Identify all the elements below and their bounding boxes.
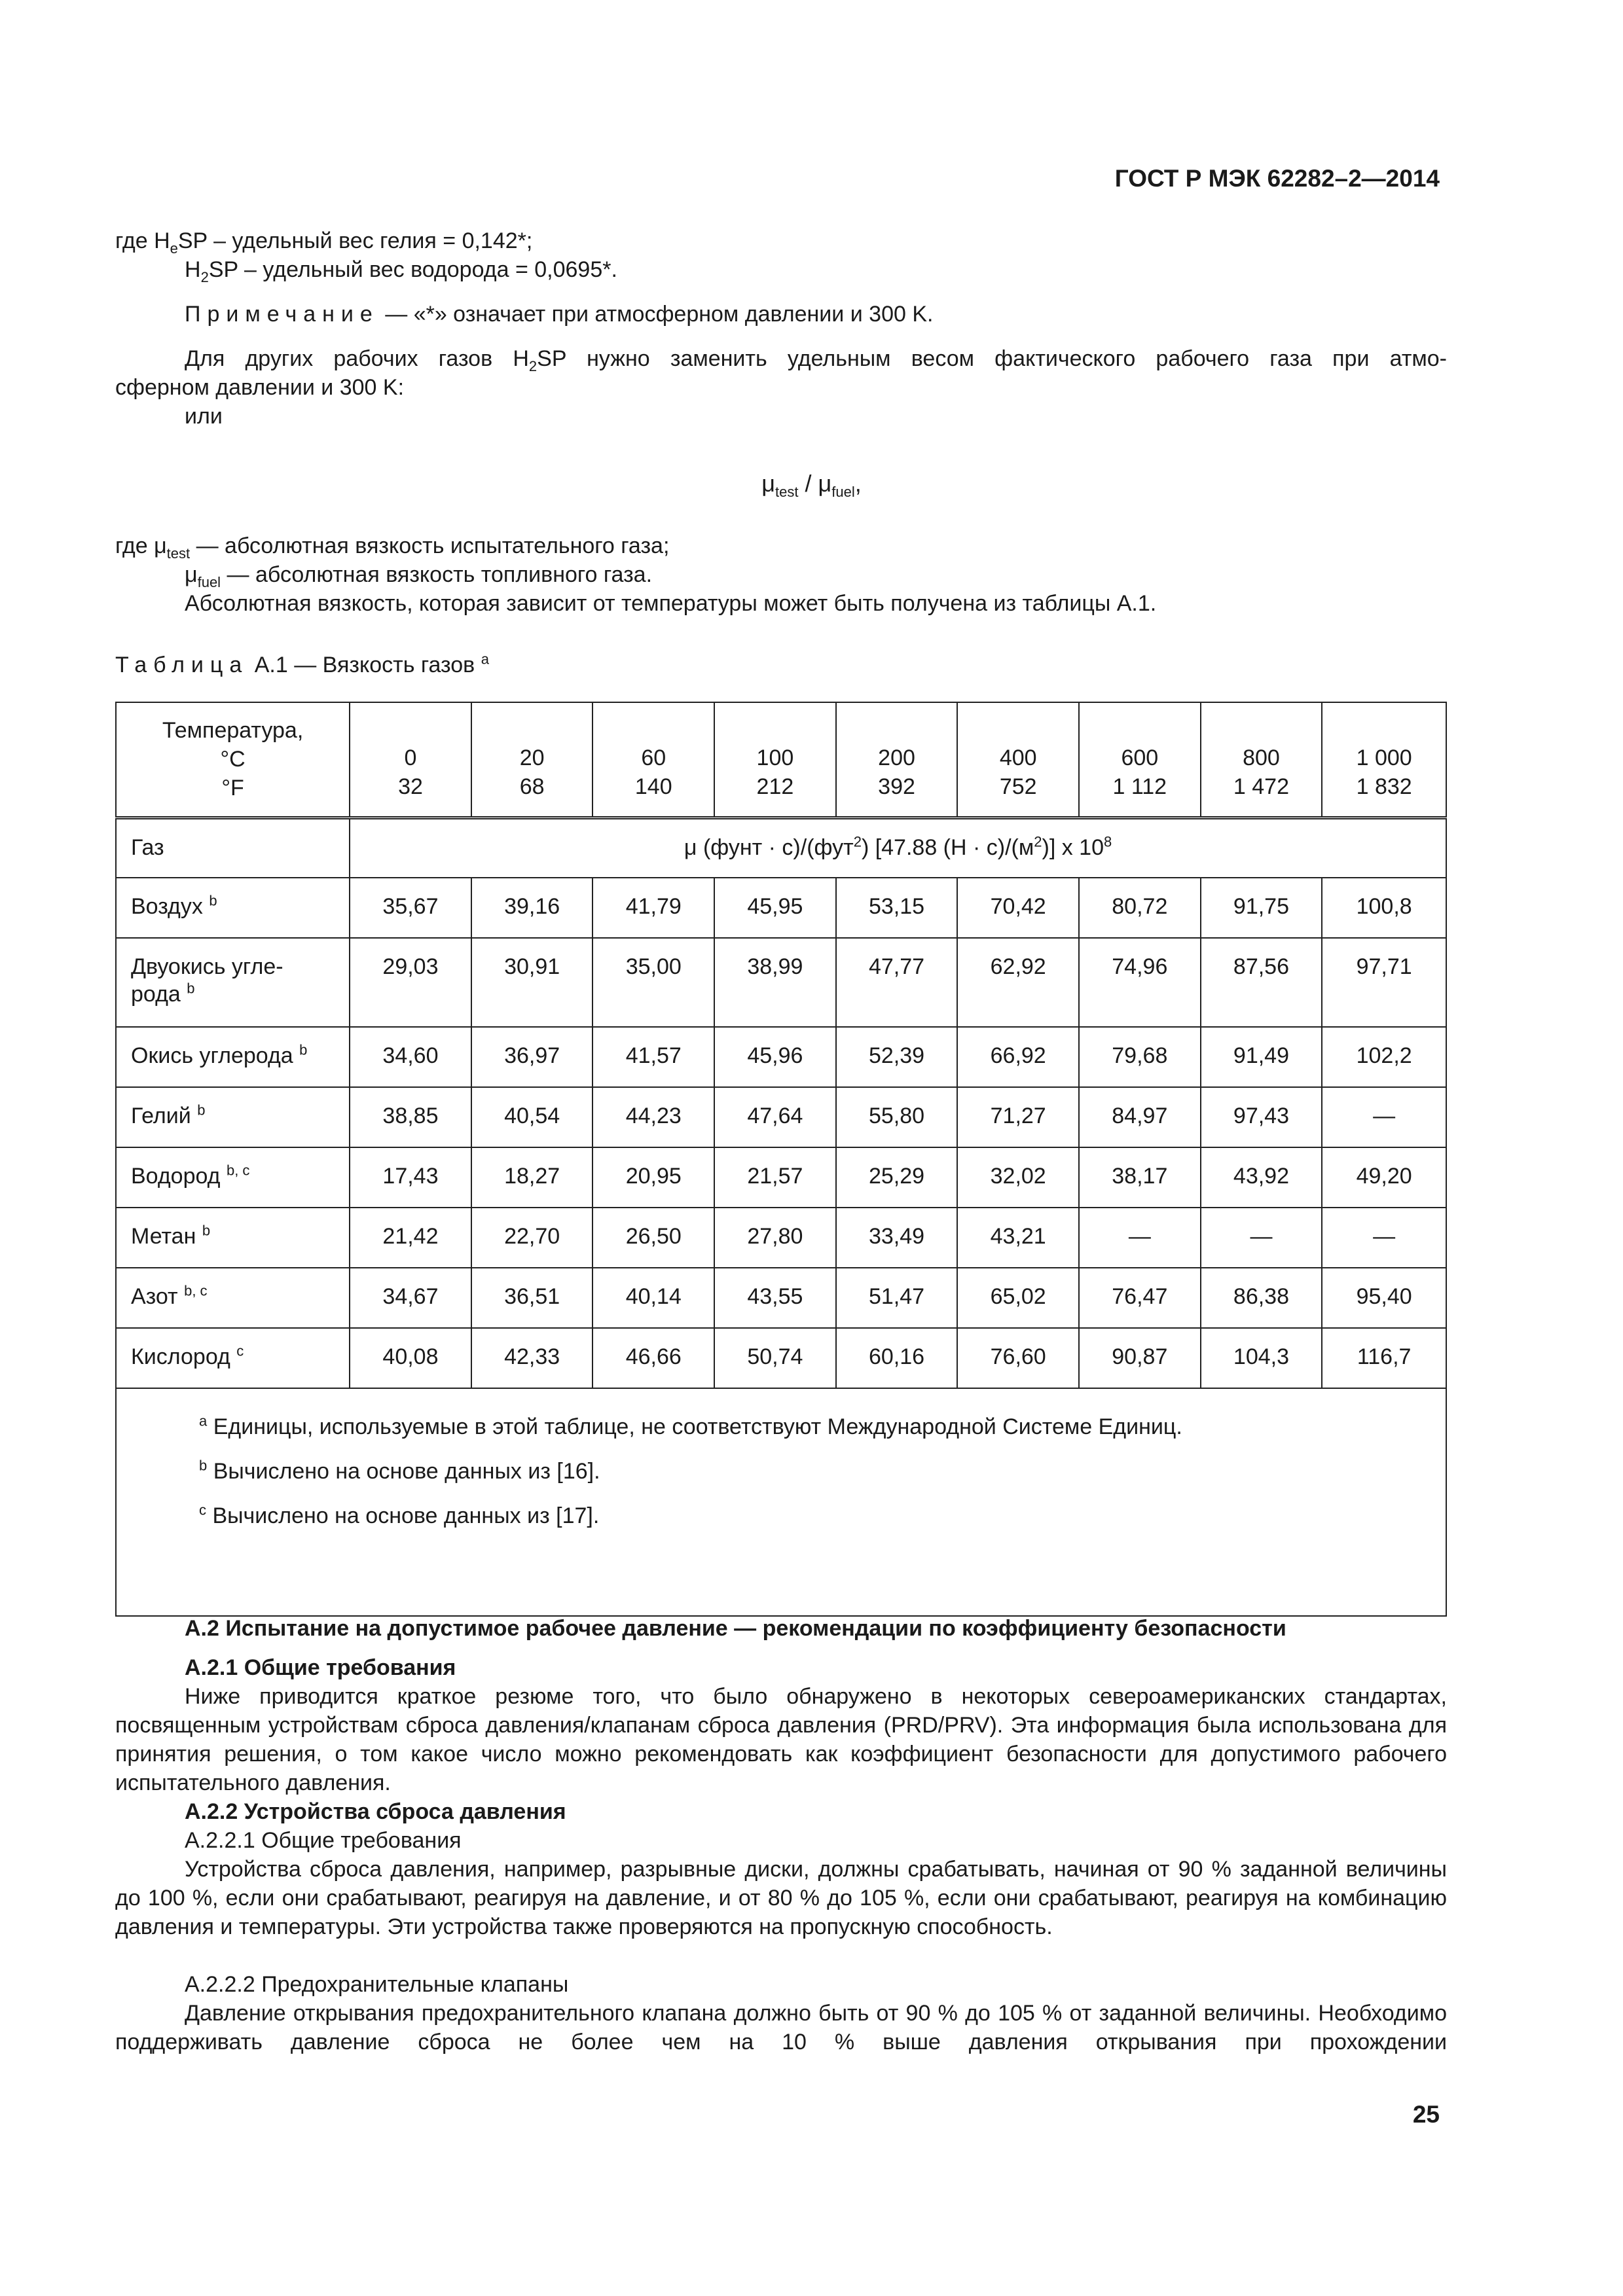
value-cell: 36,51 xyxy=(471,1268,593,1328)
value-cell: 40,54 xyxy=(471,1087,593,1147)
table-row xyxy=(116,1087,1446,1147)
gas-name-cell: Двуокись угле- рода $^b$ xyxy=(116,938,350,1027)
viscosity-ratio-formula: $\mu_{test} / \mu_{fuel}$, xyxy=(761,470,862,501)
gas-name-cell: Гелий $^b$ xyxy=(116,1087,350,1147)
value-cell: 86,38 xyxy=(1201,1268,1322,1328)
note-line: Примечание — «*» означает при атмосферном давлении и 300 K. xyxy=(185,302,934,327)
value-cell: 95,40 xyxy=(1322,1268,1446,1328)
value-cell: — xyxy=(1201,1208,1322,1268)
value-cell: 35,00 xyxy=(593,938,714,1027)
value-cell: 51,47 xyxy=(836,1268,958,1328)
section-a222-paragraph: Давление открывания предохранительного клапана должно быть от 90 % до 105 % от заданной величины. Необходимо поддерживать давление сброса не более чем на 10 % выше давления открывания при прохождении xyxy=(115,2001,1447,2054)
value-cell: 43,55 xyxy=(714,1268,836,1328)
value-cell: 36,97 xyxy=(471,1027,593,1087)
value-cell: 44,23 xyxy=(593,1087,714,1147)
temp-cell: 200 392 xyxy=(836,702,958,817)
celsius-label: °C xyxy=(220,747,246,772)
helium-definition: где $H_eSP$ – удельный вес гелия = 0,142*; xyxy=(115,228,533,257)
section-a21-paragraph: Ниже приводится краткое резюме того, что было обнаружено в некоторых североамериканских стандартах, посвященным устройствам сброса давления/клапанам сброса давления (PRD/PRV). Эта информация была использована для принятия решения, о том какое число можно рекомендовать как коэффициент безопасности для допустимого рабочего испытательного давления. xyxy=(115,1684,1447,1795)
value-cell: 52,39 xyxy=(836,1027,958,1087)
value-cell: 90,87 xyxy=(1079,1328,1201,1388)
value-cell: 45,96 xyxy=(714,1027,836,1087)
value-cell: 102,2 xyxy=(1322,1027,1446,1087)
value-cell: 65,02 xyxy=(957,1268,1079,1328)
value-cell: 34,60 xyxy=(350,1027,471,1087)
value-cell: 35,67 xyxy=(350,878,471,938)
value-cell: 66,92 xyxy=(957,1027,1079,1087)
value-cell: 22,70 xyxy=(471,1208,593,1268)
value-cell: 18,27 xyxy=(471,1147,593,1208)
mu-test-definition: где $\mu_{test}$ — абсолютная вязкость испытательного газа; xyxy=(115,533,670,562)
value-cell: 47,77 xyxy=(836,938,958,1027)
gas-name-cell: Кислород $^c$ xyxy=(116,1328,350,1388)
temp-cell: 20 68 xyxy=(471,702,593,817)
note-b: $^b$ Вычислено на основе данных из [16]. xyxy=(199,1457,600,1484)
value-cell: 27,80 xyxy=(714,1208,836,1268)
value-cell: 97,71 xyxy=(1322,938,1446,1027)
value-cell: 80,72 xyxy=(1079,878,1201,938)
table-row xyxy=(116,1027,1446,1087)
value-cell: 70,42 xyxy=(957,878,1079,938)
value-cell: 29,03 xyxy=(350,938,471,1027)
temperature-label: Температура, xyxy=(162,718,304,743)
gas-viscosity-table xyxy=(115,702,1447,1617)
value-cell: 116,7 xyxy=(1322,1328,1446,1388)
value-cell: 79,68 xyxy=(1079,1027,1201,1087)
value-cell: 41,79 xyxy=(593,878,714,938)
value-cell: 43,92 xyxy=(1201,1147,1322,1208)
value-cell: 43,21 xyxy=(957,1208,1079,1268)
value-cell: 21,57 xyxy=(714,1147,836,1208)
value-cell: 38,17 xyxy=(1079,1147,1201,1208)
value-cell: 21,42 xyxy=(350,1208,471,1268)
value-cell: 39,16 xyxy=(471,878,593,938)
table-row xyxy=(116,1328,1446,1388)
temp-cell: 60 140 xyxy=(593,702,714,817)
value-cell: 91,49 xyxy=(1201,1027,1322,1087)
table-row xyxy=(116,878,1446,938)
value-cell: 62,92 xyxy=(957,938,1079,1027)
value-cell: 74,96 xyxy=(1079,938,1201,1027)
fahrenheit-label: °F xyxy=(221,776,244,800)
table-row xyxy=(116,1268,1446,1328)
gas-name-cell: Воздух $^b$ xyxy=(116,878,350,938)
value-cell: 30,91 xyxy=(471,938,593,1027)
value-cell: — xyxy=(1322,1208,1446,1268)
temperature-label-cell xyxy=(116,702,350,817)
document-code-header: ГОСТ Р МЭК 62282–2—2014 xyxy=(1114,165,1440,192)
value-cell: 33,49 xyxy=(836,1208,958,1268)
value-cell: 87,56 xyxy=(1201,938,1322,1027)
gas-name-cell: Окись углерода $^b$ xyxy=(116,1027,350,1087)
gas-rows xyxy=(116,878,1446,1388)
value-cell: 40,14 xyxy=(593,1268,714,1328)
temp-cell: 400 752 xyxy=(957,702,1079,817)
value-cell: 100,8 xyxy=(1322,878,1446,938)
value-cell: 38,99 xyxy=(714,938,836,1027)
temp-cell: 600 1 112 xyxy=(1079,702,1201,817)
value-cell: 20,95 xyxy=(593,1147,714,1208)
note-c: $^c$ Вычислено на основе данных из [17]. xyxy=(199,1501,600,1528)
section-a222-heading: А.2.2.2 Предохранительные клапаны xyxy=(185,1972,569,1997)
hydrogen-definition: $H_2SP$ – удельный вес водорода = 0,0695*. xyxy=(185,257,617,285)
value-cell: — xyxy=(1079,1208,1201,1268)
other-gases-paragraph: Для других рабочих газов $H_2SP$ нужно заменить удельным весом фактического рабочего газа при атмо- xyxy=(185,346,1447,374)
value-cell: 47,64 xyxy=(714,1087,836,1147)
gas-label: Газ xyxy=(116,817,350,878)
note-a: $^a$ Единицы, используемые в этой таблице, не соответствуют Международной Системе Единиц. xyxy=(199,1412,1182,1439)
table-notes xyxy=(116,1388,1446,1616)
temp-cell: 0 32 xyxy=(350,702,471,817)
temp-cell: 800 1 472 xyxy=(1201,702,1322,817)
value-cell: 46,66 xyxy=(593,1328,714,1388)
value-cell: 53,15 xyxy=(836,878,958,938)
gas-name-cell: Азот $^{b, c}$ xyxy=(116,1268,350,1328)
section-a21-heading: А.2.1 Общие требования xyxy=(185,1655,456,1680)
mu-fuel-definition: $\mu_{fuel}$ — абсолютная вязкость топливного газа. xyxy=(185,562,653,590)
value-cell: 84,97 xyxy=(1079,1087,1201,1147)
page-number: 25 xyxy=(1412,2101,1440,2128)
table-caption: Таблица А.1 — Вязкость газов $^a$ xyxy=(115,651,489,677)
value-cell: 104,3 xyxy=(1201,1328,1322,1388)
units-row xyxy=(116,817,1446,878)
temp-cell: 100 212 xyxy=(714,702,836,817)
value-cell: 38,85 xyxy=(350,1087,471,1147)
value-cell: 26,50 xyxy=(593,1208,714,1268)
value-cell: 71,27 xyxy=(957,1087,1079,1147)
value-cell: 50,74 xyxy=(714,1328,836,1388)
gas-name-cell: Метан $^b$ xyxy=(116,1208,350,1268)
value-cell: 40,08 xyxy=(350,1328,471,1388)
value-cell: 76,47 xyxy=(1079,1268,1201,1328)
value-cell: 55,80 xyxy=(836,1087,958,1147)
value-cell: 91,75 xyxy=(1201,878,1322,938)
or-text: или xyxy=(185,404,223,429)
value-cell: 32,02 xyxy=(957,1147,1079,1208)
section-a2-heading: А.2 Испытание на допустимое рабочее давление — рекомендации по коэффициенту безопасности xyxy=(185,1616,1286,1641)
value-cell: 97,43 xyxy=(1201,1087,1322,1147)
value-cell: 25,29 xyxy=(836,1147,958,1208)
notes-row xyxy=(116,1388,1446,1616)
value-cell: 76,60 xyxy=(957,1328,1079,1388)
value-cell: 34,67 xyxy=(350,1268,471,1328)
temp-cell: 1 000 1 832 xyxy=(1322,702,1446,817)
value-cell: 42,33 xyxy=(471,1328,593,1388)
value-cell: 49,20 xyxy=(1322,1147,1446,1208)
value-cell: 45,95 xyxy=(714,878,836,938)
value-cell: 41,57 xyxy=(593,1027,714,1087)
temperature-header-row xyxy=(116,702,1446,817)
table-row xyxy=(116,1208,1446,1268)
units-cell: μ (фунт · с)/(фут$^2$) [47.88 $(Н \cdot с)/(м^2)$] x $10^8$ xyxy=(350,817,1446,878)
value-cell: — xyxy=(1322,1087,1446,1147)
table-row xyxy=(116,938,1446,1027)
gas-name-cell: Водород $^{b, c}$ xyxy=(116,1147,350,1208)
viscosity-reference: Абсолютная вязкость, которая зависит от температуры может быть получена из таблицы А.1. xyxy=(185,591,1157,616)
section-a221-paragraph: Устройства сброса давления, например, разрывные диски, должны срабатывать, начиная от 90 % заданной величины до 100 %, если они срабатывают, реагируя на давление, и от 80 % до 105 %, если они срабатывают, реагируя на комбинацию давления и температуры. Эти устройства также проверяются на пропускную способность. xyxy=(115,1857,1447,1939)
section-a221-heading: А.2.2.1 Общие требования xyxy=(185,1828,462,1853)
value-cell: 60,16 xyxy=(836,1328,958,1388)
table-row xyxy=(116,1147,1446,1208)
other-gases-paragraph-cont: сферном давлении и 300 K: xyxy=(115,375,405,400)
value-cell: 17,43 xyxy=(350,1147,471,1208)
section-a22-heading: А.2.2 Устройства сброса давления xyxy=(185,1799,566,1824)
